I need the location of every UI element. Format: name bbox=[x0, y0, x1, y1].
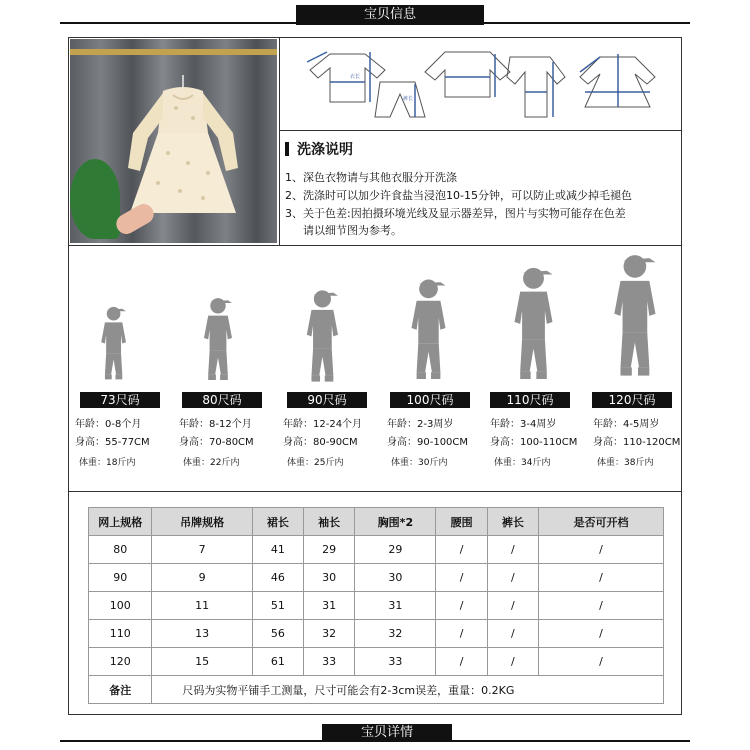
panel-divider bbox=[279, 37, 280, 245]
table-note-row bbox=[89, 676, 664, 704]
table-cell: 51 bbox=[252, 592, 303, 620]
col-header: 袖长 bbox=[304, 508, 355, 536]
table-cell: 29 bbox=[355, 536, 436, 564]
product-photo bbox=[70, 39, 277, 243]
care-line-1: 1、深色衣物请与其他衣服分开洗涤 bbox=[285, 171, 457, 184]
note-label: 备注 bbox=[89, 676, 152, 704]
col-header: 裤长 bbox=[487, 508, 538, 536]
measurement-diagrams bbox=[285, 42, 680, 126]
table-cell: 15 bbox=[152, 648, 252, 676]
diagram-label-b: 裤长 bbox=[403, 96, 414, 102]
table-cell: 29 bbox=[304, 536, 355, 564]
table-cell: 30 bbox=[355, 564, 436, 592]
child-silhouette bbox=[505, 265, 562, 389]
table-cell: 46 bbox=[252, 564, 303, 592]
dress-image bbox=[118, 73, 248, 223]
diagram-divider bbox=[279, 130, 682, 131]
table-cell: / bbox=[436, 536, 487, 564]
section-divider-2 bbox=[68, 491, 682, 492]
size-badge: 90尺码 bbox=[287, 392, 367, 408]
table-cell: / bbox=[436, 620, 487, 648]
table-cell: / bbox=[539, 536, 664, 564]
table-cell: 32 bbox=[304, 620, 355, 648]
table-cell: 33 bbox=[304, 648, 355, 676]
table-cell: 9 bbox=[152, 564, 252, 592]
col-header: 是否可开档 bbox=[539, 508, 664, 536]
note-text: 尺码为实物平铺手工测量，尺寸可能会有2-3cm误差，重量：0.2KG bbox=[152, 676, 664, 704]
table-row bbox=[89, 648, 664, 676]
hanger-rail bbox=[70, 49, 277, 55]
plant-leaf bbox=[70, 159, 120, 239]
table-row bbox=[89, 536, 664, 564]
size-weight: 体重：25斤内 bbox=[287, 458, 344, 468]
col-header: 胸围*2 bbox=[355, 508, 436, 536]
size-weight: 体重：34斤内 bbox=[494, 458, 551, 468]
care-line-3: 3、关于色差:因拍摄环境光线及显示器差异，图片与实物可能存在色差 bbox=[285, 207, 626, 220]
child-silhouette bbox=[299, 288, 346, 389]
table-cell: 31 bbox=[355, 592, 436, 620]
table-header-row bbox=[89, 508, 664, 536]
table-cell: / bbox=[436, 592, 487, 620]
size-age: 年龄：12-24个月 bbox=[283, 419, 363, 430]
size-height: 身高：90-100CM bbox=[387, 437, 469, 448]
child-silhouette bbox=[604, 252, 666, 386]
table-cell: / bbox=[539, 648, 664, 676]
table-cell: 41 bbox=[252, 536, 303, 564]
table-cell: / bbox=[539, 592, 664, 620]
size-table bbox=[88, 507, 664, 704]
care-line-4: 请以细节图为参考。 bbox=[303, 224, 402, 237]
size-age: 年龄：8-12个月 bbox=[179, 419, 252, 430]
table-cell: / bbox=[436, 564, 487, 592]
size-age: 年龄：2-3周岁 bbox=[387, 419, 454, 430]
size-height: 身高：110-120CM bbox=[593, 437, 681, 448]
table-cell: 31 bbox=[304, 592, 355, 620]
table-cell: 100 bbox=[89, 592, 152, 620]
table-cell: 7 bbox=[152, 536, 252, 564]
size-height: 身高：55-77CM bbox=[75, 437, 150, 448]
table-cell: / bbox=[487, 592, 538, 620]
care-title: 洗涤说明 bbox=[285, 139, 353, 159]
table-cell: 56 bbox=[252, 620, 303, 648]
table-cell: 110 bbox=[89, 620, 152, 648]
col-header: 网上规格 bbox=[89, 508, 152, 536]
table-cell: / bbox=[487, 620, 538, 648]
table-cell: 30 bbox=[304, 564, 355, 592]
size-age: 年龄：0-8个月 bbox=[75, 419, 142, 430]
table-cell: / bbox=[487, 648, 538, 676]
table-row bbox=[89, 620, 664, 648]
care-line-2: 2、洗涤时可以加少许食盐当浸泡10-15分钟，可以防止或减少掉毛褪色 bbox=[285, 189, 632, 202]
table-cell: / bbox=[487, 564, 538, 592]
size-badge: 73尺码 bbox=[80, 392, 160, 408]
child-silhouette bbox=[403, 277, 454, 388]
size-weight: 体重：38斤内 bbox=[597, 458, 654, 468]
table-cell: / bbox=[539, 564, 664, 592]
size-badge: 110尺码 bbox=[490, 392, 570, 408]
table-cell: / bbox=[539, 620, 664, 648]
size-weight: 体重：22斤内 bbox=[183, 458, 240, 468]
section-header-details: 宝贝详情 bbox=[322, 724, 452, 742]
child-silhouette bbox=[197, 296, 239, 387]
table-cell: 32 bbox=[355, 620, 436, 648]
table-cell: 11 bbox=[152, 592, 252, 620]
table-cell: 61 bbox=[252, 648, 303, 676]
child-silhouette bbox=[95, 305, 132, 386]
col-header: 裙长 bbox=[252, 508, 303, 536]
size-age: 年龄：4-5周岁 bbox=[593, 419, 660, 430]
table-cell: 80 bbox=[89, 536, 152, 564]
size-badge: 80尺码 bbox=[182, 392, 262, 408]
table-cell: 120 bbox=[89, 648, 152, 676]
diagram-label-a: 衣长 bbox=[350, 74, 361, 80]
size-age: 年龄：3-4周岁 bbox=[490, 419, 557, 430]
col-header: 腰围 bbox=[436, 508, 487, 536]
section-header-info: 宝贝信息 bbox=[296, 5, 484, 25]
size-height: 身高：100-110CM bbox=[490, 437, 578, 448]
size-badge: 100尺码 bbox=[390, 392, 470, 408]
size-weight: 体重：18斤内 bbox=[79, 458, 136, 468]
table-row bbox=[89, 564, 664, 592]
table-cell: / bbox=[487, 536, 538, 564]
size-height: 身高：80-90CM bbox=[283, 437, 358, 448]
table-cell: 33 bbox=[355, 648, 436, 676]
care-instructions bbox=[285, 135, 685, 245]
size-badge: 120尺码 bbox=[592, 392, 672, 408]
size-height: 身高：70-80CM bbox=[179, 437, 254, 448]
table-cell: / bbox=[436, 648, 487, 676]
table-row bbox=[89, 592, 664, 620]
section-divider-1 bbox=[68, 245, 682, 246]
table-cell: 90 bbox=[89, 564, 152, 592]
table-cell: 13 bbox=[152, 620, 252, 648]
size-weight: 体重：30斤内 bbox=[391, 458, 448, 468]
col-header: 吊牌规格 bbox=[152, 508, 252, 536]
